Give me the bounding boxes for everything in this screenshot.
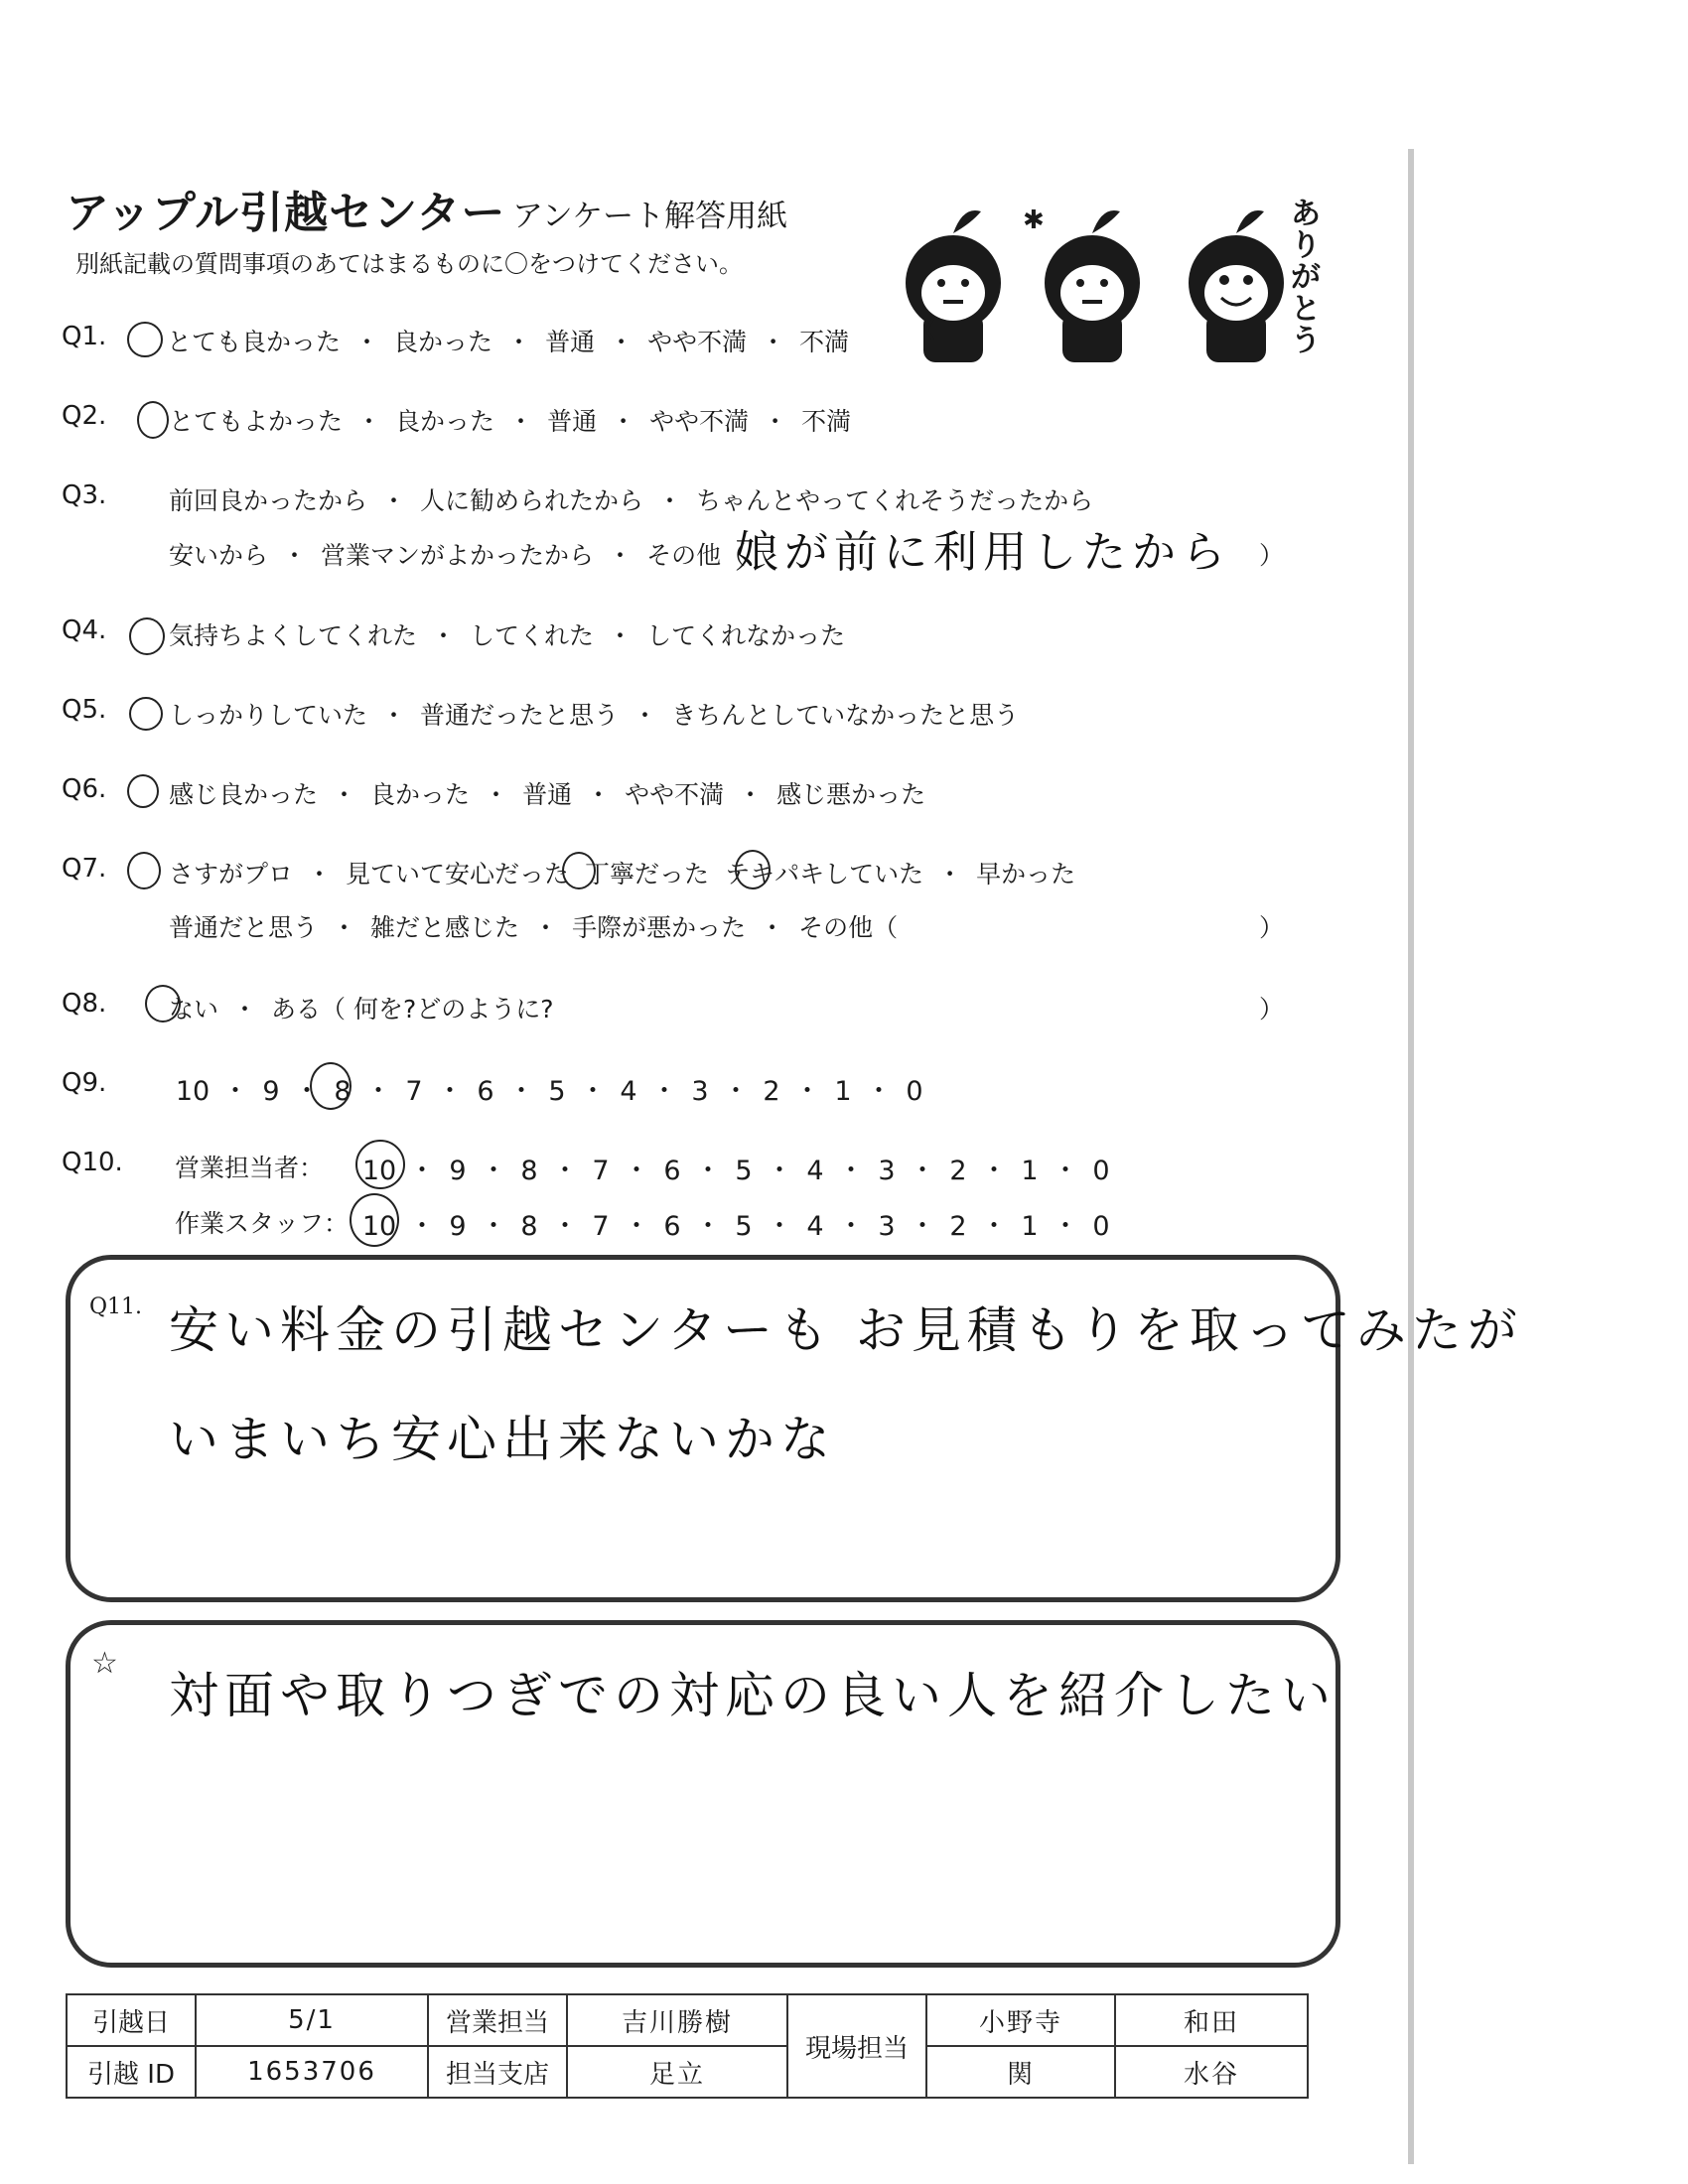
q7-options-line2: 普通だと思う ・ 雑だと感じた ・ 手際が悪かった ・ その他（ bbox=[169, 913, 899, 942]
q7-option[interactable]: 普通だと思う bbox=[169, 913, 319, 942]
q10-staff-score[interactable]: 6 bbox=[663, 1211, 681, 1242]
q4-option[interactable]: 気持ちよくしてくれた bbox=[169, 621, 418, 650]
move-id-value[interactable]: 1653706 bbox=[196, 2046, 428, 2098]
q10-staff-score[interactable]: 4 bbox=[806, 1211, 824, 1242]
q7-option[interactable]: 丁寧だった bbox=[585, 860, 710, 888]
q6-options: 感じ良かった ・ 良かった ・ 普通 ・ やや不満 ・ 感じ悪かった bbox=[169, 780, 926, 809]
q1-option[interactable]: 良かった bbox=[393, 328, 493, 356]
sales-rep-value[interactable]: 吉川勝樹 bbox=[567, 1994, 787, 2046]
q7-option[interactable]: 見ていて安心だった bbox=[346, 860, 570, 888]
q7-answer-circle bbox=[127, 852, 161, 889]
q10-staff-score[interactable]: 9 bbox=[449, 1211, 467, 1242]
q10-sales-score[interactable]: 4 bbox=[806, 1156, 824, 1186]
q9-score[interactable]: 9 bbox=[262, 1076, 280, 1107]
q3-option[interactable]: その他（ bbox=[646, 541, 747, 570]
move-id-label: 引越 ID bbox=[67, 2046, 196, 2098]
move-date-label: 引越日 bbox=[67, 1994, 196, 2046]
q10-sales-score[interactable]: 2 bbox=[949, 1156, 967, 1186]
q10-staff-label: 作業スタッフ： bbox=[175, 1209, 350, 1238]
company-title: アップル引越センター bbox=[66, 188, 506, 238]
q9-score[interactable]: 10 bbox=[175, 1076, 211, 1107]
q10-sales-score[interactable]: 8 bbox=[520, 1156, 538, 1186]
q6-label: Q6. bbox=[62, 774, 107, 804]
q6-option[interactable]: 感じ良かった bbox=[169, 780, 319, 809]
instruction-text: 別紙記載の質問事項のあてはまるものに〇をつけてください。 bbox=[75, 250, 743, 278]
q9-score[interactable]: 4 bbox=[620, 1076, 637, 1107]
q7-option[interactable]: テキパキしていた bbox=[725, 860, 924, 888]
q4-option[interactable]: してくれなかった bbox=[646, 621, 846, 650]
q10-staff-answer-circle bbox=[350, 1193, 399, 1247]
q9-score[interactable]: 7 bbox=[405, 1076, 423, 1107]
q2-option[interactable]: 普通 bbox=[547, 407, 598, 436]
monkey-mascots-illustration bbox=[874, 189, 1331, 367]
q2-answer-circle bbox=[137, 401, 169, 439]
q5-option[interactable]: しっかりしていた bbox=[169, 701, 368, 730]
q9-score[interactable]: 6 bbox=[477, 1076, 494, 1107]
q2-option[interactable]: やや不満 bbox=[649, 407, 750, 436]
q6-answer-circle bbox=[127, 774, 159, 808]
q8-option[interactable]: ある（ 何を?どのように? bbox=[271, 995, 554, 1024]
q6-option[interactable]: 良かった bbox=[370, 780, 471, 809]
q5-label: Q5. bbox=[62, 695, 107, 725]
q8-close-paren: ） bbox=[1259, 995, 1285, 1024]
q10-staff-scale: 10 ・ 9 ・ 8 ・ 7 ・ 6 ・ 5 ・ 4 ・ 3 ・ 2 ・ 1 ・ 0 bbox=[357, 1204, 1116, 1243]
q2-options: とてもよかった ・ 良かった ・ 普通 ・ やや不満 ・ 不満 bbox=[169, 407, 852, 436]
q10-staff-score[interactable]: 0 bbox=[1092, 1211, 1110, 1242]
q1-option[interactable]: とても良かった bbox=[167, 328, 342, 356]
q6-option[interactable]: 感じ悪かった bbox=[776, 780, 926, 809]
q8-answer-circle bbox=[145, 985, 181, 1023]
move-date-value[interactable]: 5/1 bbox=[196, 1994, 428, 2046]
q5-options: しっかりしていた ・ 普通だったと思う ・ きちんとしていなかったと思う bbox=[169, 701, 1020, 730]
q3-options-line1: 前回良かったから ・ 人に勧められたから ・ ちゃんとやってくれそうだったから bbox=[169, 486, 1094, 515]
q3-options-line2: 安いから ・ 営業マンがよかったから ・ その他（ bbox=[169, 541, 747, 570]
q10-sales-score[interactable]: 6 bbox=[663, 1156, 681, 1186]
branch-value[interactable]: 足立 bbox=[567, 2046, 787, 2098]
q6-option[interactable]: やや不満 bbox=[625, 780, 725, 809]
q9-score[interactable]: 0 bbox=[906, 1076, 923, 1107]
q10-sales-score[interactable]: 5 bbox=[735, 1156, 753, 1186]
q3-option[interactable]: 営業マンがよかったから bbox=[321, 541, 595, 570]
q3-close-paren: ） bbox=[1259, 541, 1285, 570]
request-handwritten-text: 対面や取りつぎでの対応の良い人を紹介したい bbox=[169, 1667, 1336, 1724]
q7-option[interactable]: 手際が悪かった bbox=[572, 913, 747, 942]
q9-label: Q9. bbox=[62, 1068, 107, 1098]
q4-options: 気持ちよくしてくれた ・ してくれた ・ してくれなかった bbox=[169, 621, 846, 650]
q10-staff-score[interactable]: 2 bbox=[949, 1211, 967, 1242]
q7-options-line1: さすがプロ ・ 見ていて安心だった 丁寧だった テキパキしていた ・ 早かった bbox=[169, 860, 1076, 888]
q10-sales-score[interactable]: 0 bbox=[1092, 1156, 1110, 1186]
q10-staff-score[interactable]: 10 bbox=[361, 1211, 397, 1242]
q7-label: Q7. bbox=[62, 854, 107, 884]
q1-label: Q1. bbox=[62, 322, 107, 351]
q7-option[interactable]: 早かった bbox=[976, 860, 1076, 888]
q9-answer-circle bbox=[310, 1062, 352, 1110]
q1-option[interactable]: 普通 bbox=[545, 328, 596, 356]
q10-sales-score[interactable]: 7 bbox=[592, 1156, 610, 1186]
q3-option[interactable]: 安いから bbox=[169, 541, 269, 570]
svg-text:《: 《 bbox=[914, 319, 936, 343]
q10-sales-score[interactable]: 9 bbox=[449, 1156, 467, 1186]
q3-option[interactable]: ちゃんとやってくれそうだったから bbox=[696, 486, 1094, 515]
q4-option[interactable]: してくれた bbox=[470, 621, 595, 650]
q9-score[interactable]: 5 bbox=[548, 1076, 566, 1107]
q1-options: とても良かった ・ 良かった ・ 普通 ・ やや不満 ・ 不満 bbox=[167, 328, 850, 356]
q2-option[interactable]: 良かった bbox=[395, 407, 495, 436]
q4-answer-circle bbox=[129, 617, 165, 655]
branch-label: 担当支店 bbox=[428, 2046, 567, 2098]
q3-label: Q3. bbox=[62, 480, 107, 510]
move-info-table bbox=[66, 1993, 1309, 2099]
q1-option[interactable]: やや不満 bbox=[647, 328, 748, 356]
q9-score[interactable]: 2 bbox=[763, 1076, 780, 1107]
q10-sales-score[interactable]: 1 bbox=[1021, 1156, 1039, 1186]
form-subtitle: アンケート解答用紙 bbox=[512, 199, 788, 234]
q5-option[interactable]: きちんとしていなかったと思う bbox=[671, 701, 1020, 730]
q8-options: ない ・ ある（ 何を?どのように? bbox=[169, 995, 554, 1024]
q10-staff-score[interactable]: 1 bbox=[1021, 1211, 1039, 1242]
q1-answer-circle bbox=[127, 322, 163, 357]
q6-option[interactable]: 普通 bbox=[522, 780, 573, 809]
q9-score[interactable]: 8 bbox=[334, 1076, 352, 1107]
q7-close-paren: ） bbox=[1259, 913, 1285, 942]
field-staff-1[interactable]: 小野寺 bbox=[926, 1994, 1115, 2046]
svg-text:✱: ✱ bbox=[1023, 205, 1045, 235]
q9-scale: 10 ・ 9 ・ 8 ・ 7 ・ 6 ・ 5 ・ 4 ・ 3 ・ 2 ・ 1 ・ 0 bbox=[171, 1069, 929, 1108]
scan-edge-shadow bbox=[1408, 149, 1414, 2164]
q9-score[interactable]: 1 bbox=[834, 1076, 852, 1107]
q10-staff-score[interactable]: 5 bbox=[735, 1211, 753, 1242]
q10-sales-label: 営業担当者： bbox=[175, 1154, 325, 1182]
q2-label: Q2. bbox=[62, 401, 107, 431]
q7-option[interactable]: その他（ bbox=[798, 913, 899, 942]
q7-answer-circle bbox=[562, 852, 596, 889]
q10-sales-answer-circle bbox=[355, 1140, 405, 1189]
q10-staff-score[interactable]: 3 bbox=[878, 1211, 896, 1242]
q5-answer-circle bbox=[129, 697, 163, 731]
field-staff-label: 現場担当 bbox=[787, 1994, 926, 2098]
q10-sales-scale: 10 ・ 9 ・ 8 ・ 7 ・ 6 ・ 5 ・ 4 ・ 3 ・ 2 ・ 1 ・ 0 bbox=[357, 1149, 1116, 1187]
q3-option[interactable]: 人に勧められたから bbox=[420, 486, 644, 515]
field-staff-3[interactable]: 関 bbox=[926, 2046, 1115, 2098]
thanks-vertical-text: ありがとう bbox=[1291, 197, 1321, 358]
q10-staff-score[interactable]: 7 bbox=[592, 1211, 610, 1242]
q11-handwritten-line1: 安い料金の引越センターも お見積もりを取ってみたが bbox=[169, 1301, 1523, 1359]
q7-option[interactable]: さすがプロ bbox=[169, 860, 294, 888]
q10-sales-score[interactable]: 10 bbox=[361, 1156, 397, 1186]
q3-other-handwritten: 娘が前に利用したから bbox=[735, 527, 1231, 578]
q4-label: Q4. bbox=[62, 615, 107, 645]
q5-option[interactable]: 普通だったと思う bbox=[420, 701, 620, 730]
q10-label: Q10. bbox=[62, 1148, 123, 1177]
q2-option[interactable]: とてもよかった bbox=[169, 407, 344, 436]
q9-score[interactable]: 3 bbox=[691, 1076, 709, 1107]
q3-option[interactable]: 前回良かったから bbox=[169, 486, 368, 515]
q8-option[interactable]: ない bbox=[169, 995, 219, 1024]
q10-staff-score[interactable]: 8 bbox=[520, 1211, 538, 1242]
field-staff-4[interactable]: 水谷 bbox=[1115, 2046, 1308, 2098]
q2-option[interactable]: 不満 bbox=[801, 407, 852, 436]
field-staff-2[interactable]: 和田 bbox=[1115, 1994, 1308, 2046]
q11-handwritten-line2: いまいち安心出来ないかな bbox=[169, 1411, 836, 1468]
q1-option[interactable]: 不満 bbox=[799, 328, 850, 356]
q7-answer-circle bbox=[735, 850, 771, 889]
q10-sales-score[interactable]: 3 bbox=[878, 1156, 896, 1186]
star-icon: ☆ bbox=[91, 1646, 118, 1681]
sales-rep-label: 営業担当 bbox=[428, 1994, 567, 2046]
q7-option[interactable]: 雑だと感じた bbox=[370, 913, 520, 942]
q11-label: Q11. bbox=[89, 1295, 143, 1319]
q8-label: Q8. bbox=[62, 989, 107, 1019]
